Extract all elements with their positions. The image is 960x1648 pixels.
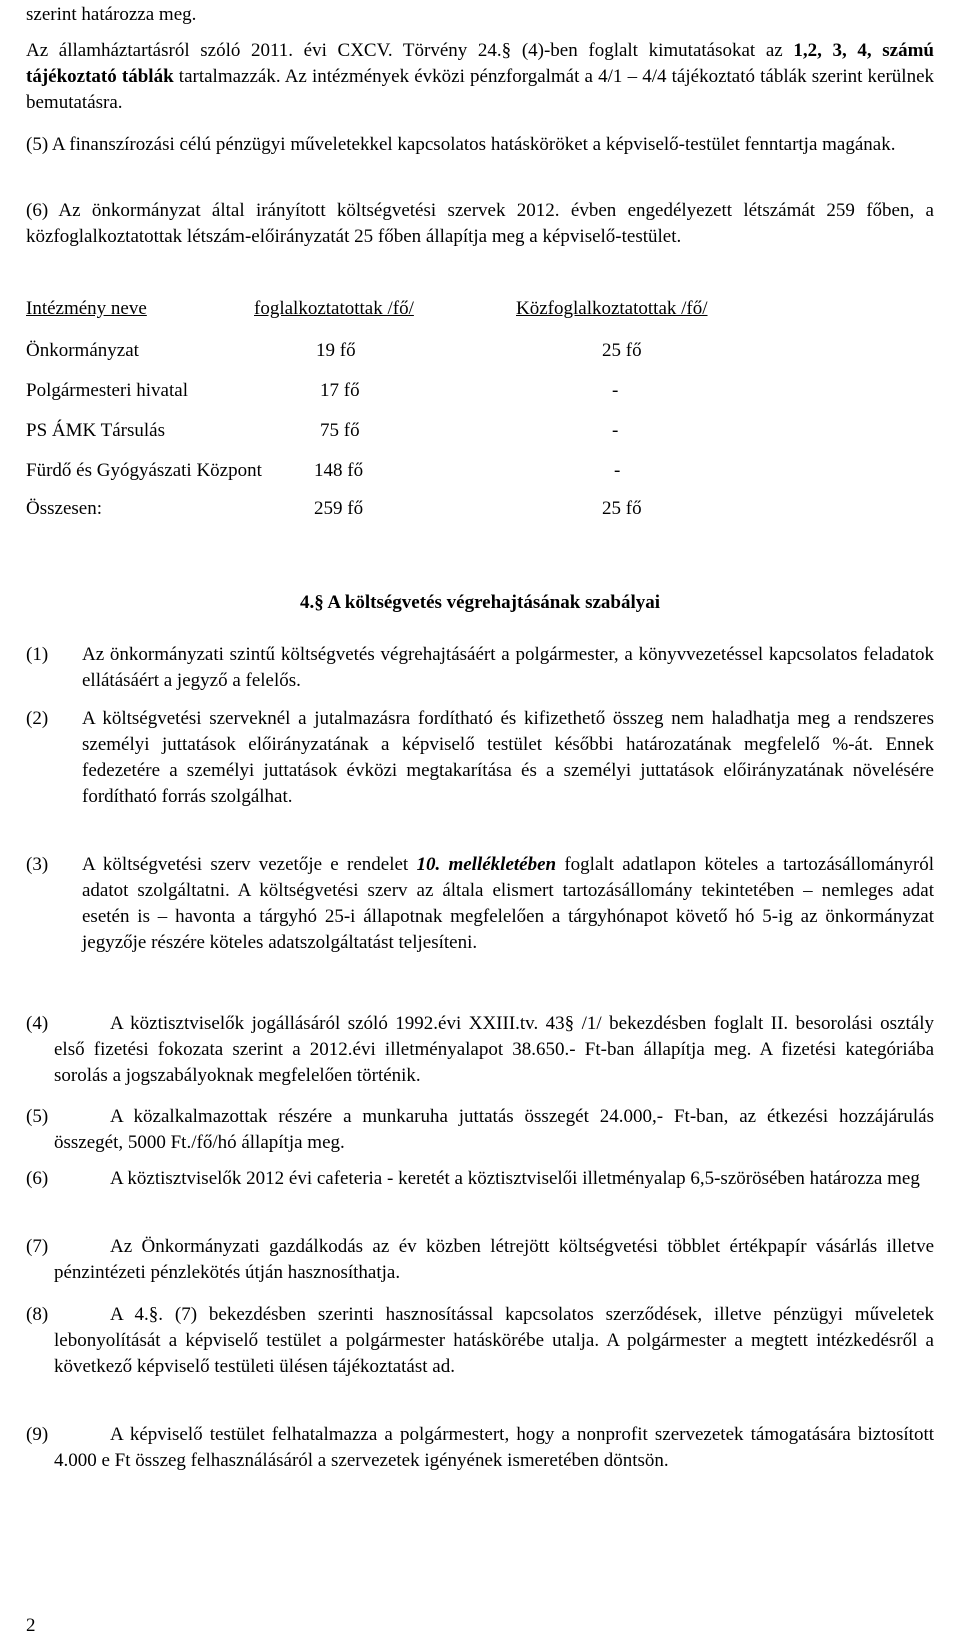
paragraph-5: (5) A finanszírozási célú pénzügyi műveletekkel kapcsolatos hatásköröket a képviselő-testület fenntartja magának. xyxy=(26,134,896,155)
paragraph-info-tables: Az államháztartásról szóló 2011. évi CXCV. Törvény 24.§ (4)-ben foglalt kimutatásokat az 1,2, 3, 4, számú tájékoztató táblák tartalmazzák. Az intézmények évközi pénzforgalmát a 4/1 – 4/4 tájékoztató táblák szerint kerülnek bemutatásra. xyxy=(26,40,934,113)
table-row: Önkormányzat 19 fő 25 fő xyxy=(26,340,642,361)
continuation-line: szerint határozza meg. xyxy=(26,4,197,25)
table-row: Fürdő és Gyógyászati Központ 148 fő - xyxy=(26,460,621,481)
bold-table-reference: 1,2, 3, 4, számú tájékoztató táblák xyxy=(26,40,934,87)
table-row: PS ÁMK Társulás 75 fő - xyxy=(26,420,619,441)
header-employees: foglalkoztatottak /fő/ xyxy=(254,298,414,319)
header-public-workers: Közfoglalkoztatottak /fő/ xyxy=(516,298,708,319)
page-number: 2 xyxy=(26,1615,36,1636)
table-total-row: Összesen: 259 fő 25 fő xyxy=(26,498,642,519)
table-row: Polgármesteri hivatal 17 fő - xyxy=(26,380,619,401)
section-heading: 4.§ A költségvetés végrehajtásának szabályai xyxy=(299,592,661,613)
paragraph-6: (6) Az önkormányzat által irányított költségvetési szervek 2012. évben engedélyezett létszámát 259 főben, a közfoglalkoztatottak létszám-előirányzatát 25 főben állapítja meg a képviselő-testület. xyxy=(26,200,934,247)
table-header-row xyxy=(26,296,934,322)
bold-annex-reference: 10. mellékletében xyxy=(416,854,557,875)
header-institution: Intézmény neve xyxy=(26,298,147,319)
